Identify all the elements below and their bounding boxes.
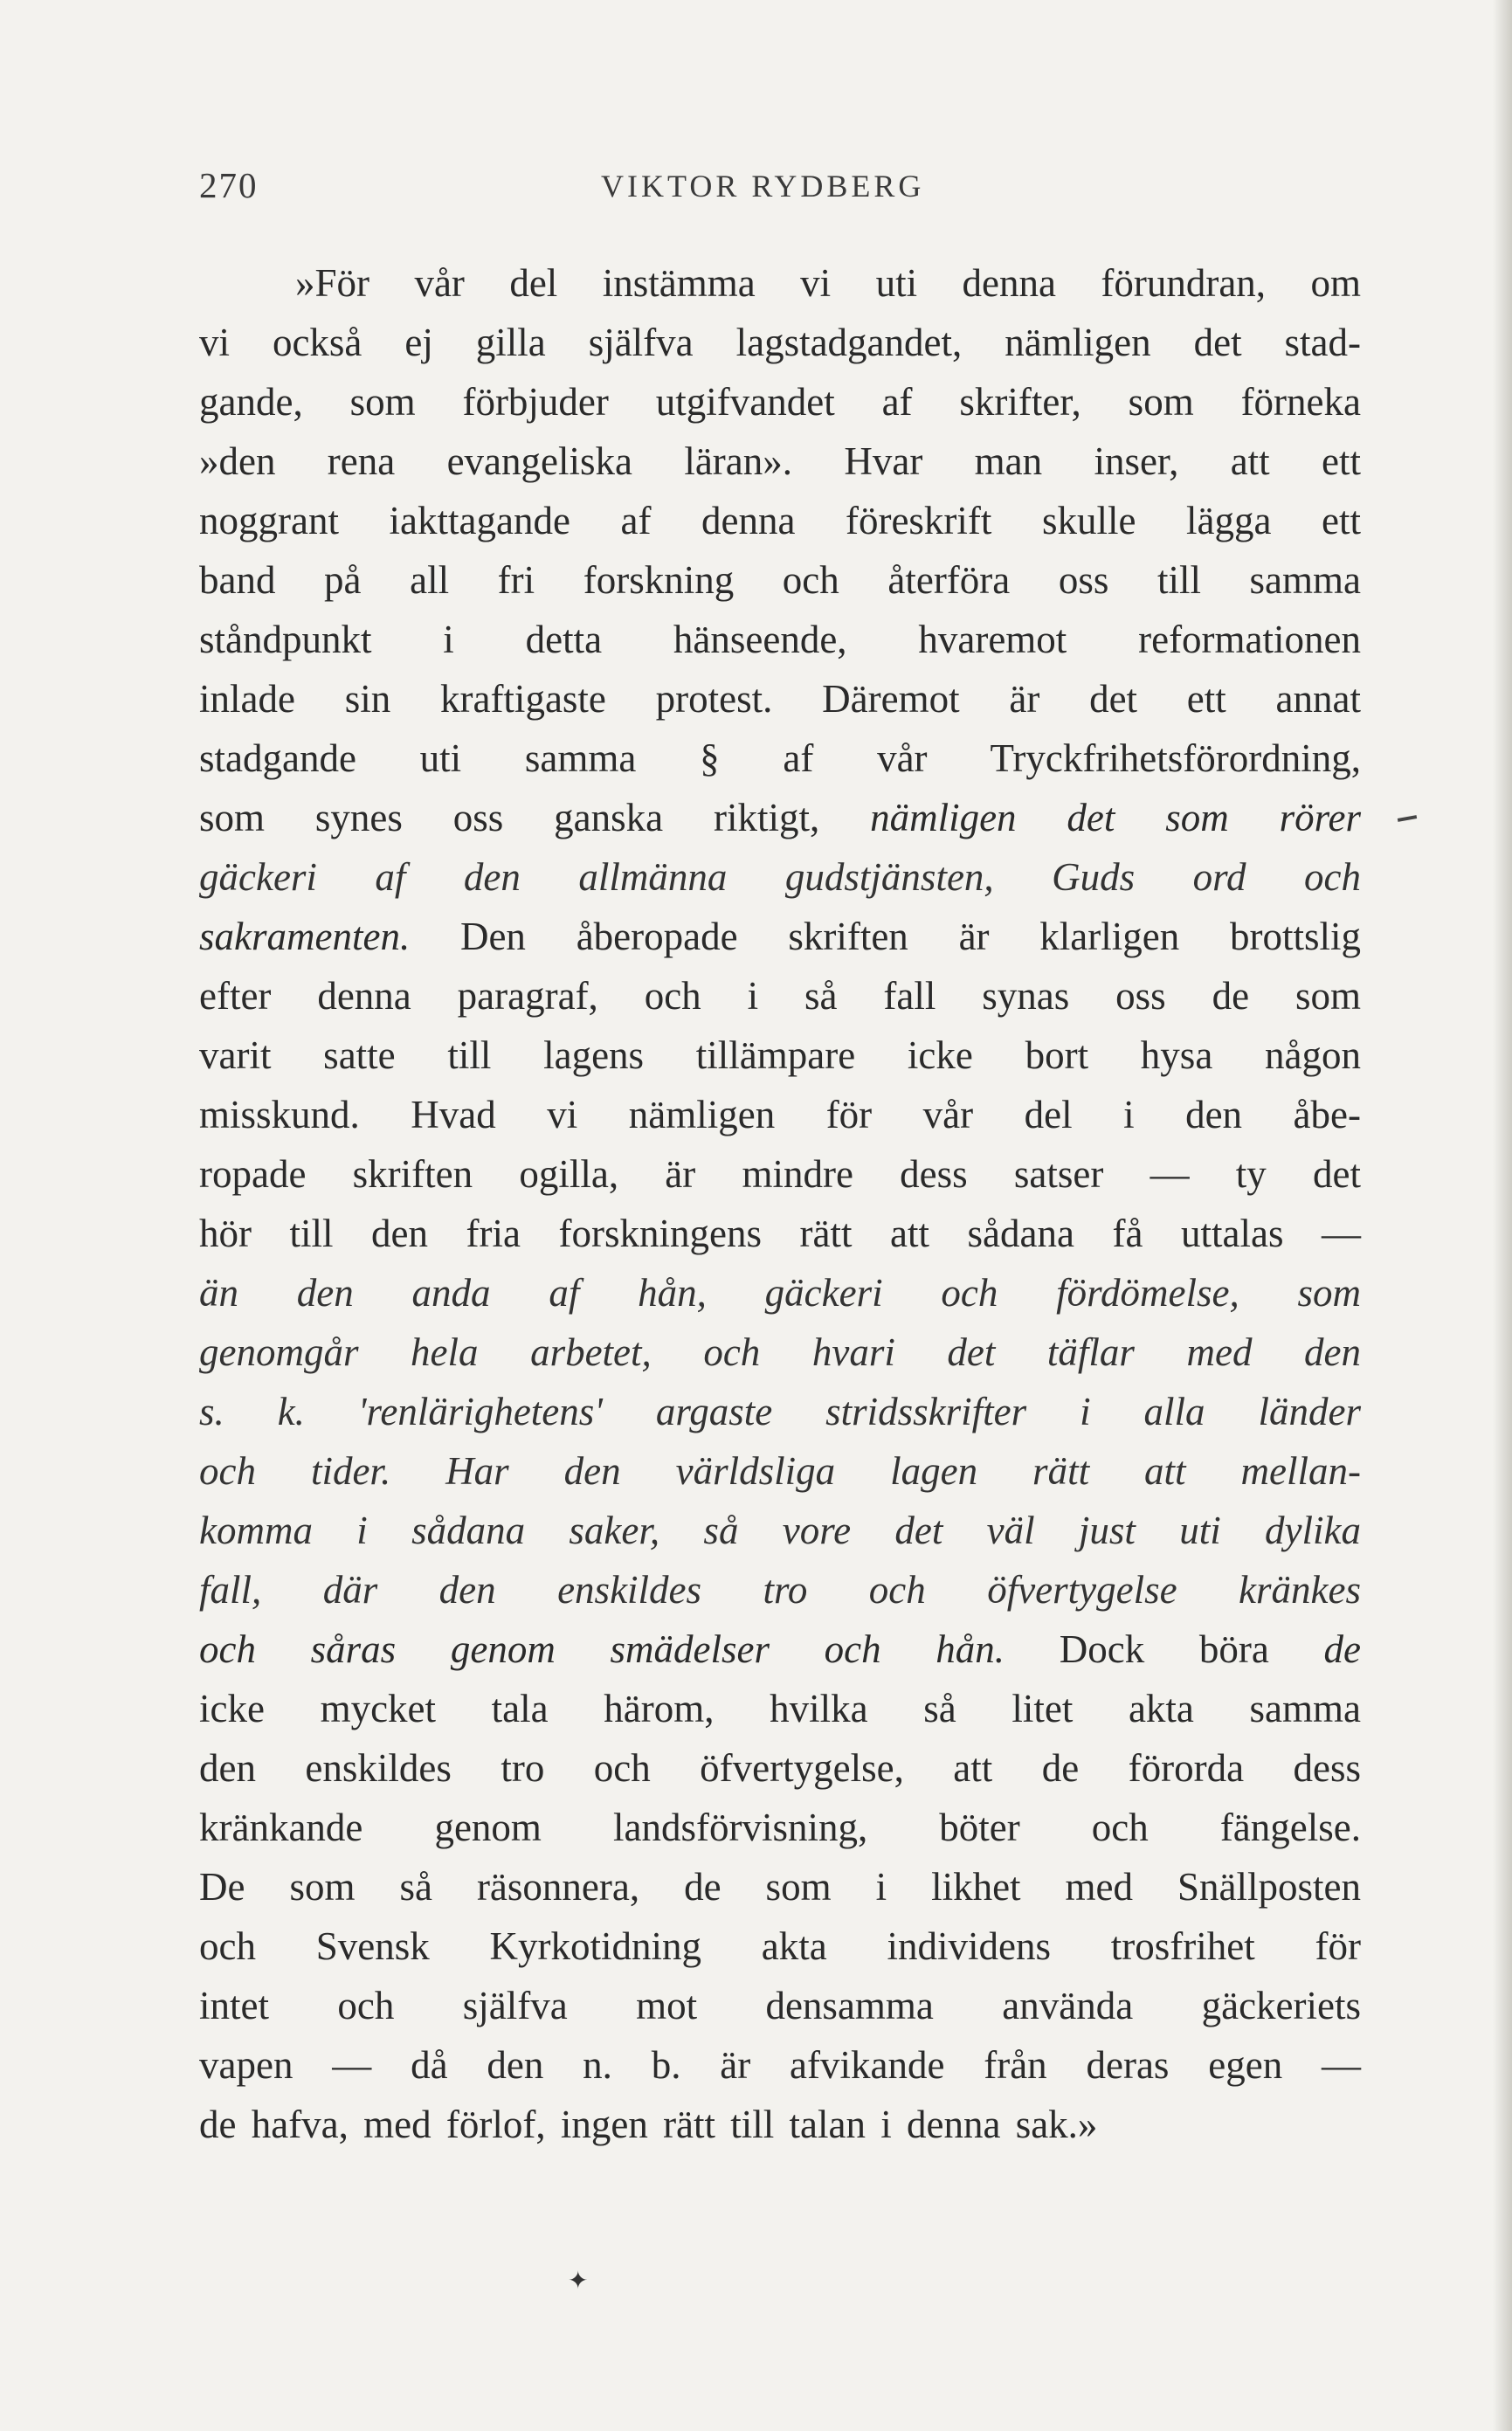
text-line-last: de hafva, med förlof, ingen rätt till talan i denna sak.» [199,2103,1098,2146]
italic-segment: och såras genom smädelser och hån. [199,1627,1005,1671]
text-line: efter denna paragraf, och i så fall synas oss de som [199,974,1361,1018]
running-head: VIKTOR RYDBERG [601,169,925,204]
text-line-mixed [199,907,1361,966]
text-line: De som så räsonnera, de som i likhet med Snällposten [199,1865,1361,1909]
text-line: gande, som förbjuder utgifvandet af skrifter, som förneka [199,380,1361,424]
text-line: band på all fri forskning och återföra oss till samma [199,558,1361,602]
text-line: icke mycket tala härom, hvilka så litet akta samma [199,1687,1361,1730]
italic-segment: sakramenten. [199,915,411,958]
margin-dash-mark [1398,815,1417,822]
text-line: vapen — då den n. b. är afvikande från deras egen — [199,2043,1361,2087]
text-line: intet och själfva mot densamma använda gäckeriets [199,1984,1361,2027]
text-line-italic: gäckeri af den allmänna gudstjänsten, Guds ord och [199,855,1361,899]
text-line: ståndpunkt i detta hänseende, hvaremot reformationen [199,618,1361,661]
text-line-italic: s. k. 'renlärighetens' argaste stridsskrifter i alla länder [199,1390,1361,1433]
text-line: »den rena evangeliska läran». Hvar man inser, att ett [199,439,1361,483]
text-line: ropade skriften ogilla, är mindre dess satser — ty det [199,1152,1361,1196]
stray-ink-mark: ✦ [568,2268,589,2295]
text-line: »För vår del instämma vi uti denna förundran, om [295,261,1361,305]
text-line: inlade sin kraftigaste protest. Däremot är det ett annat [199,677,1361,721]
text-line-italic: genomgår hela arbetet, och hvari det täflar med den [199,1330,1361,1374]
roman-segment: Den åberopade skriften är klarligen brottslig [410,915,1361,958]
text-line: hör till den fria forskningens rätt att sådana få uttalas — [199,1212,1361,1255]
roman-segment: som synes oss ganska riktigt, [199,796,871,839]
text-line: stadgande uti samma § af vår Tryckfrihetsförordning, [199,736,1361,780]
text-line: varit satte till lagens tillämpare icke bort hysa någon [199,1033,1361,1077]
page-number: 270 [199,165,259,205]
roman-segment: Dock böra [1005,1627,1324,1671]
text-line: misskund. Hvad vi nämligen för vår del i den åbe- [199,1093,1361,1136]
text-line: noggrant iakttagande af denna föreskrift skulle lägga ett [199,499,1361,542]
text-line-italic: och tider. Har den världsliga lagen rätt att mellan- [199,1449,1361,1493]
text-line: vi också ej gilla själfva lagstadgandet, nämligen det stad- [199,321,1361,364]
italic-segment: de [1323,1627,1361,1671]
text-line: den enskildes tro och öfvertygelse, att de förorda dess [199,1746,1361,1790]
text-line: och Svensk Kyrkotidning akta individens trosfrihet för [199,1924,1361,1968]
italic-segment: nämligen det som rörer [870,796,1361,839]
page-header [199,164,1361,217]
text-line-italic: fall, där den enskildes tro och öfvertygelse kränkes [199,1568,1361,1612]
text-line-mixed [199,788,1361,847]
text-line-italic: än den anda af hån, gäckeri och fördömelse, som [199,1271,1361,1315]
body-text [199,253,1361,2154]
page-edge-shadow [1493,0,1512,2431]
text-line-italic: komma i sådana saker, så vore det väl just uti dylika [199,1509,1361,1552]
text-line-mixed [199,1620,1361,1679]
text-line: kränkande genom landsförvisning, böter och fängelse. [199,1806,1361,1849]
